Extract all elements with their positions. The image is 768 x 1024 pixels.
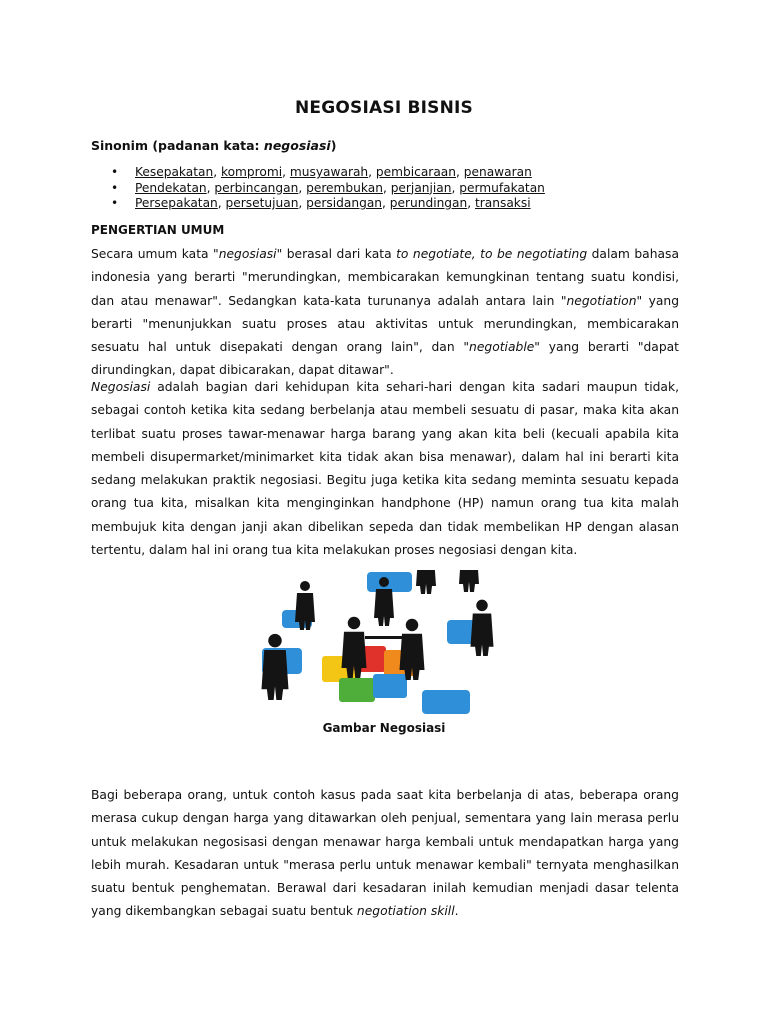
italic-term: to negotiate, to be negotiating <box>396 247 588 261</box>
paragraph-definition <box>91 243 679 383</box>
text-run: Bagi beberapa orang, untuk contoh kasus pada saat kita berbelanja di atas, beberapa orang merasa cukup dengan harga yang ditawarkan oleh penjual, sementara yang lain merasa perlu untuk melakukan negosisasi dengan menawar harga kembali untuk mendapatkan harga yang lebih murah. Kesadaran untuk "merasa perlu untuk menawar kembali" ternyata menghasilkan suatu bentuk penghematan. Berawal dari kesadaran inilah kemudian menjadi dasar telenta yang dikembangkan sebagai suatu bentuk <box>91 788 679 919</box>
bullet-icon: • <box>111 165 119 179</box>
synonym-list <box>111 165 545 212</box>
italic-term: "negotiable" <box>463 340 540 355</box>
synonym-link[interactable]: Pendekatan <box>135 180 207 195</box>
bullet-icon: • <box>111 196 119 211</box>
puzzle-pieces <box>262 572 489 714</box>
text-run: berasal dari kata <box>282 247 397 261</box>
synonym-heading-italic: negosiasi <box>263 138 331 153</box>
puzzle-piece-blue <box>373 674 407 698</box>
synonym-link[interactable]: penawaran <box>463 165 532 179</box>
paragraph-negotiation-skill <box>91 784 679 924</box>
synonym-link[interactable]: permufakatan <box>459 180 545 195</box>
negotiation-illustration <box>247 570 517 722</box>
synonym-link[interactable]: perbincangan <box>214 180 299 195</box>
section-heading: PENGERTIAN UMUM <box>91 223 225 237</box>
businessman-silhouette <box>471 600 494 656</box>
synonym-link[interactable]: perembukan <box>306 180 383 195</box>
businessman-silhouette <box>459 570 479 592</box>
handshake <box>365 636 403 639</box>
synonym-link[interactable]: persetujuan <box>225 196 299 211</box>
synonym-link[interactable]: Persepakatan <box>135 196 218 211</box>
businessman-silhouette <box>416 570 436 594</box>
synonym-link[interactable]: perjanjian <box>390 180 452 195</box>
italic-term: Negosiasi <box>91 380 151 394</box>
synonym-link[interactable]: persidangan <box>306 196 383 211</box>
italic-term: "negotiation" <box>560 293 643 308</box>
synonym-link[interactable]: transaksi <box>475 196 531 211</box>
synonym-link[interactable]: kompromi <box>220 165 283 179</box>
synonym-list-item: • Persepakatan, persetujuan, persidangan, perundingan, transaksi <box>111 196 531 211</box>
text-run: adalah bagian dari kehidupan kita sehari-hari dengan kita sadari maupun tidak, sebagai contoh ketika kita sedang berbelanja atau membeli sesuatu di pasar, maka kita akan terlibat suatu proses tawar-menawar harga barang yang akan kita beli (kecuali apabila kita membeli disupermarket/minimarket kita tidak akan bisa menawar), dalam hal ini berarti kita sedang melakukan praktik negosiasi. Begitu juga ketika kita sedang meminta sesuatu kepada orang tua kita, misalkan kita menginginkan handphone (HP) namun orang tua kita malah membujuk kita dengan janji akan dibelikan sepeda dan tidak membelikan HP dengan alasan tertentu, dalam hal ini orang tua kita melakukan proses negosiasi dengan kita. <box>91 380 679 558</box>
synonym-link[interactable]: pembicaraan <box>375 165 456 179</box>
synonym-link[interactable]: perundingan <box>389 196 468 211</box>
text-run: Secara umum kata <box>91 247 214 261</box>
synonym-heading-suffix: ) <box>330 138 337 153</box>
synonym-link[interactable]: Kesepakatan <box>135 165 214 179</box>
italic-term: "negosiasi" <box>213 247 283 261</box>
puzzle-piece-blue <box>422 690 470 714</box>
document-title: NEGOSIASI BISNIS <box>295 98 473 118</box>
synonym-link[interactable]: musyawarah <box>289 165 369 179</box>
synonym-list-item: • Pendekatan, perbincangan, perembukan, perjanjian, permufakatan <box>111 180 545 195</box>
puzzle-piece-green <box>339 678 375 702</box>
paragraph-daily-life <box>91 376 679 562</box>
text-run: dalam bahasa indonesia yang berarti "merundingkan, membicarakan kemungkinan tentang suatu kondisi, dan atau menawar". Sedangkan kata-kata turunanya adalah antara lain <box>91 247 679 308</box>
businessman-silhouette <box>262 634 289 700</box>
text-run: yang berarti "menunjukkan suatu proses atau aktivitas untuk merundingkan, membicarakan sesuatu hal untuk disepakati dengan orang lain", dan <box>91 293 679 355</box>
synonym-heading <box>91 138 336 153</box>
text-run: . <box>454 904 459 919</box>
italic-term: negotiation skill <box>356 904 455 919</box>
synonym-list-item: • Kesepakatan, kompromi, musyawarah, pembicaraan, penawaran <box>111 165 532 179</box>
text-run: yang berarti "dapat dirundingkan, dapat dibicarakan, dapat ditawar". <box>91 340 679 378</box>
bullet-icon: • <box>111 180 119 195</box>
figure-caption: Gambar Negosiasi <box>322 721 446 735</box>
synonym-heading-prefix: Sinonim (padanan kata: <box>91 138 264 153</box>
